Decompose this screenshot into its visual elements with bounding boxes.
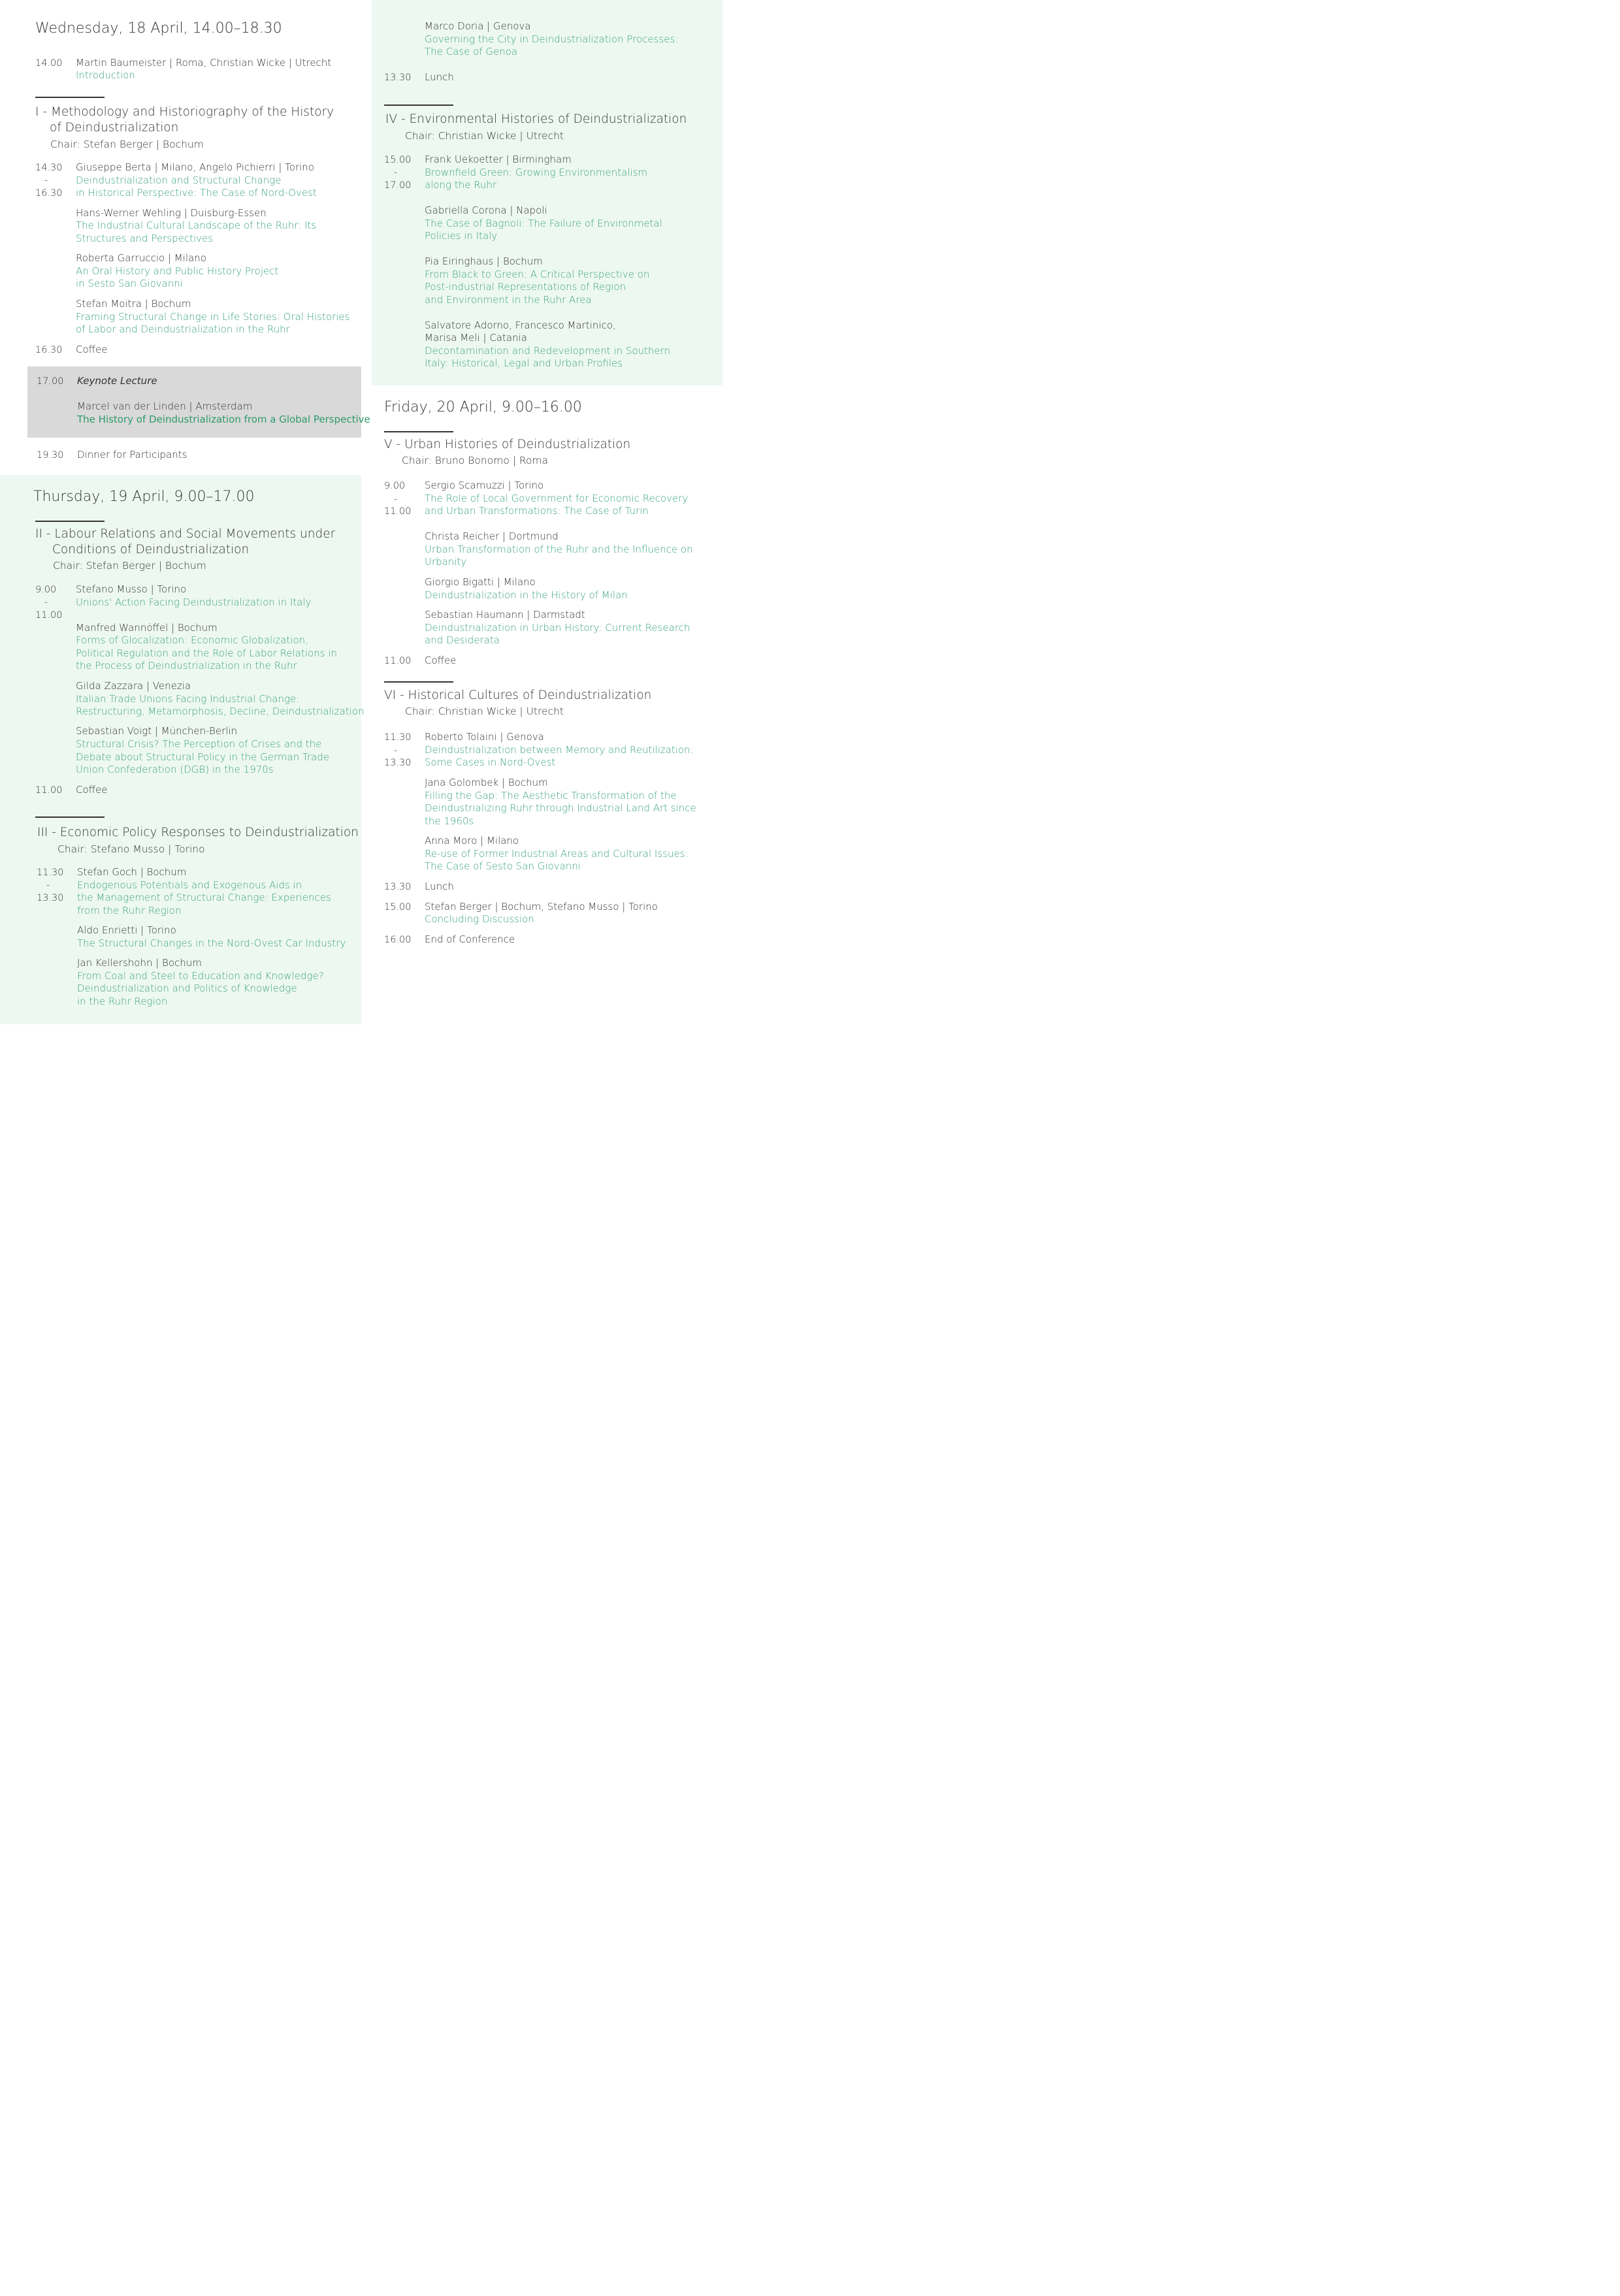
section-title: III - Economic Policy Responses to Deindustrialization: [37, 826, 359, 839]
speaker: Marisa Meli | Catania: [425, 332, 527, 344]
time: 11.00: [35, 785, 63, 796]
talk-title: Structural Crisis? The Perception of Crises and the: [76, 738, 322, 750]
talk-title: Framing Structural Change in Life Stories: Oral Histories: [76, 311, 350, 323]
day-heading-wednesday: Wednesday, 18 April, 14.00–18.30: [35, 20, 282, 37]
speaker: Stefan Goch | Bochum: [77, 866, 187, 878]
speaker: Aldo Enrietti | Torino: [77, 924, 176, 936]
time: 13.30: [384, 758, 412, 768]
speaker: Salvatore Adorno, Francesco Martinico,: [425, 319, 616, 331]
speaker: Hans-Werner Wehling | Duisburg-Essen: [76, 207, 267, 219]
talk-title: Structures and Perspectives: [76, 233, 214, 244]
speaker: Christa Reicher | Dortmund: [425, 530, 559, 542]
time: 13.30: [384, 882, 412, 892]
talk-title: Deindustrializing Ruhr through Industrial Land Art since: [425, 802, 696, 814]
speaker: Stefan Berger | Bochum, Stefano Musso | Torino: [425, 901, 658, 913]
section-title: of Deindustrialization: [50, 121, 179, 135]
break-label: End of Conference: [425, 933, 515, 945]
talk-title: Unions' Action Facing Deindustrialization in Italy: [76, 596, 312, 608]
section-divider: [384, 431, 453, 432]
section-chair: Chair: Stefan Berger | Bochum: [53, 560, 206, 572]
talk-title: The Case of Bagnoli: The Failure of Environmetal: [425, 218, 662, 229]
time: 16.30: [35, 345, 63, 355]
section-divider: [35, 521, 105, 522]
talk-title: The Structural Changes in the Nord-Ovest Car Industry: [77, 937, 346, 949]
speaker: Frank Uekoetter | Birmingham: [425, 154, 572, 165]
time: 17.00: [384, 180, 412, 191]
time: 11.00: [384, 506, 412, 517]
speaker: Sebastian Haumann | Darmstadt: [425, 609, 585, 621]
talk-title: The History of Deindustrialization from a Global Perspective: [77, 413, 370, 425]
break-label: Coffee: [76, 784, 108, 796]
talk-title: the 1960s: [425, 815, 474, 827]
time: -: [44, 597, 48, 607]
speaker: Giorgio Bigatti | Milano: [425, 576, 536, 588]
talk-title: and Urban Transformations: The Case of Turin: [425, 505, 649, 517]
section-title: V - Urban Histories of Deindustrialization: [384, 438, 631, 451]
section-divider: [384, 105, 453, 106]
talk-title: of Labor and Deindustrialization in the Ruhr: [76, 323, 290, 335]
talk-title: in the Ruhr Region: [77, 995, 168, 1007]
speaker: Martin Baumeister | Roma, Christian Wicke | Utrecht: [76, 57, 332, 69]
talk-title: The Industrial Cultural Landscape of the Ruhr: Its: [76, 219, 317, 231]
speaker: Sebastian Voigt | München-Berlin: [76, 725, 238, 737]
talk-title: Concluding Discussion: [425, 913, 534, 925]
keynote-label: Keynote Lecture: [77, 375, 157, 387]
section-title: VI - Historical Cultures of Deindustrialization: [384, 688, 652, 702]
talk-title: in Sesto San Giovanni: [76, 278, 184, 289]
talk-title: Political Regulation and the Role of Labor Relations in: [76, 647, 337, 659]
talk-title: the Management of Structural Change: Experiences: [77, 892, 331, 903]
section-title: II - Labour Relations and Social Movements under: [35, 527, 336, 541]
time: -: [394, 167, 398, 178]
time: 9.00: [35, 585, 57, 595]
speaker: Jana Golombek | Bochum: [425, 777, 548, 788]
section-divider: [35, 97, 105, 98]
speaker: Jan Kellershohn | Bochum: [77, 957, 202, 969]
time: 17.00: [37, 376, 64, 387]
speaker: Giuseppe Berta | Milano, Angelo Pichierri | Torino: [76, 161, 314, 173]
talk-title: Filling the Gap: The Aesthetic Transformation of the: [425, 790, 677, 801]
talk-title: Policies in Italy: [425, 230, 498, 242]
speaker: Marco Doria | Genova: [425, 20, 531, 32]
talk-title: Brownfield Green: Growing Environmentalism: [425, 167, 648, 178]
talk-title: Urbanity: [425, 556, 467, 568]
time: -: [46, 880, 50, 890]
speaker: Anna Moro | Milano: [425, 835, 519, 847]
time: -: [394, 494, 398, 504]
talk-title: Deindustrialization between Memory and Reutilization:: [425, 744, 694, 756]
speaker: Roberto Tolaini | Genova: [425, 731, 544, 743]
time: 19.30: [37, 450, 64, 461]
section-chair: Chair: Bruno Bonomo | Roma: [402, 455, 549, 466]
section-chair: Chair: Stefan Berger | Bochum: [50, 138, 204, 150]
speaker: Gabriella Corona | Napoli: [425, 204, 547, 216]
talk-title: Forms of Glocalization: Economic Globalization,: [76, 634, 308, 646]
talk-title: Italian Trade Unions Facing Industrial Change:: [76, 693, 300, 705]
talk-title: Deindustrialization and Structural Change: [76, 174, 282, 186]
talk-title: Re-use of Former Industrial Areas and Cultural Issues:: [425, 848, 688, 860]
time: 14.30: [35, 163, 63, 173]
time: 11.00: [384, 656, 412, 666]
time: -: [394, 745, 398, 756]
talk-title: and Desiderata: [425, 634, 500, 646]
talk-title: The Case of Sesto San Giovanni: [425, 860, 581, 872]
talk-title: Some Cases in Nord-Ovest: [425, 756, 556, 768]
break-label: Coffee: [425, 655, 457, 666]
speaker: Roberta Garruccio | Milano: [76, 252, 206, 264]
talk-title: Union Confederation (DGB) in the 1970s: [76, 764, 274, 775]
time: 16.00: [384, 935, 412, 945]
speaker: Sergio Scamuzzi | Torino: [425, 479, 544, 491]
day-heading-thursday: Thursday, 19 April, 9.00–17.00: [33, 489, 255, 505]
talk-title: from the Ruhr Region: [77, 905, 182, 916]
speaker: Stefan Moitra | Bochum: [76, 298, 191, 310]
section-chair: Chair: Christian Wicke | Utrecht: [405, 705, 564, 717]
time: 11.30: [37, 867, 64, 878]
talk-title: Deindustrialization in the History of Milan: [425, 589, 628, 601]
time: 15.00: [384, 155, 412, 165]
time: 14.00: [35, 58, 63, 69]
talk-title: Post-industrial Representations of Region: [425, 281, 626, 293]
speaker: Marcel van der Linden | Amsterdam: [77, 400, 253, 412]
speaker: Manfred Wannöffel | Bochum: [76, 622, 218, 634]
talk-title: The Case of Genoa: [425, 46, 518, 57]
break-label: Lunch: [425, 71, 454, 83]
section-chair: Chair: Christian Wicke | Utrecht: [405, 130, 564, 142]
talk-title: Introduction: [76, 69, 135, 81]
talk-title: The Role of Local Government for Economic Recovery: [425, 493, 688, 504]
section-title: Conditions of Deindustrialization: [52, 543, 250, 557]
section-divider: [384, 681, 453, 683]
break-label: Lunch: [425, 881, 454, 892]
time: 16.30: [35, 188, 63, 199]
talk-title: An Oral History and Public History Project: [76, 265, 279, 277]
talk-title: along the Ruhr: [425, 179, 497, 191]
break-label: Dinner for Participants: [77, 449, 187, 461]
section-title: IV - Environmental Histories of Deindustrialization: [385, 112, 687, 126]
talk-title: From Coal and Steel to Education and Knowledge?: [77, 970, 324, 982]
talk-title: in Historical Perspective: The Case of Nord-Ovest: [76, 187, 317, 199]
time: 11.00: [35, 610, 63, 621]
time: 15.00: [384, 902, 412, 913]
talk-title: the Process of Deindustrialization in the Ruhr: [76, 660, 297, 671]
talk-title: and Environment in the Ruhr Area: [425, 294, 592, 306]
talk-title: Deindustrialization and Politics of Knowledge: [77, 982, 297, 994]
time: 13.30: [384, 73, 412, 83]
time: 11.30: [384, 732, 412, 743]
talk-title: Urban Transformation of the Ruhr and the Influence on: [425, 543, 693, 555]
speaker: Pia Eiringhaus | Bochum: [425, 255, 543, 267]
speaker: Stefano Musso | Torino: [76, 583, 187, 595]
talk-title: Restructuring, Metamorphosis, Decline, Deindustrialization: [76, 705, 364, 717]
section-title: I - Methodology and Historiography of the History: [35, 105, 334, 119]
time: 9.00: [384, 481, 406, 491]
break-label: Coffee: [76, 344, 108, 355]
section-divider: [35, 817, 105, 818]
day-heading-friday: Friday, 20 April, 9.00–16.00: [384, 399, 582, 415]
talk-title: Italy: Historical, Legal and Urban Profiles: [425, 357, 623, 369]
time: -: [44, 175, 48, 186]
speaker: Gilda Zazzara | Venezia: [76, 680, 191, 692]
time: 13.30: [37, 893, 64, 903]
talk-title: Governing the City in Deindustrialization Processes:: [425, 33, 679, 45]
talk-title: Deindustrialization in Urban History: Current Research: [425, 622, 690, 634]
talk-title: Debate about Structural Policy in the German Trade: [76, 751, 330, 763]
section-chair: Chair: Stefano Musso | Torino: [57, 843, 205, 855]
talk-title: From Black to Green: A Critical Perspective on: [425, 268, 650, 280]
talk-title: Endogenous Potentials and Exogenous Aids in: [77, 879, 302, 891]
talk-title: Decontamination and Redevelopment in Southern: [425, 345, 671, 357]
